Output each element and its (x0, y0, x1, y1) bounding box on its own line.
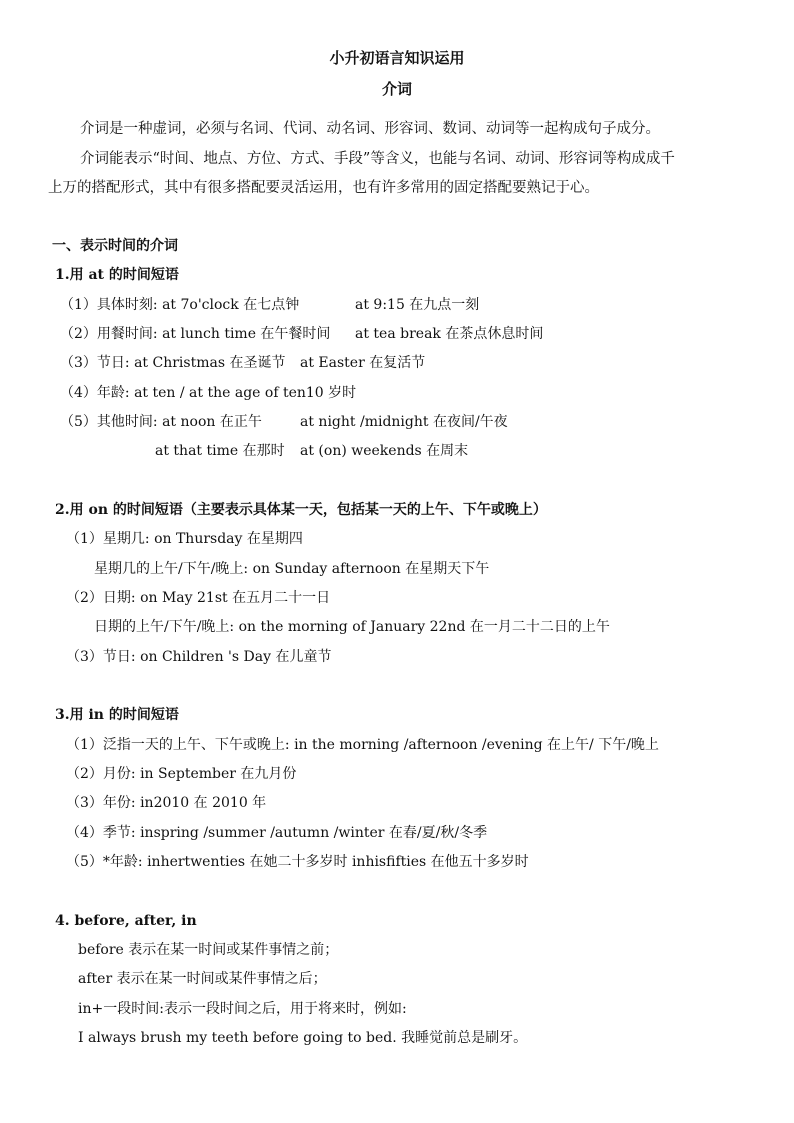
at-item-2-left: （2）用餐时间: at lunch time 在午餐时间 (60, 326, 331, 342)
on-item-1: （1）星期几: on Thursday 在星期四 (66, 531, 303, 547)
at-item-5-left: （5）其他时间: at noon 在正午 (60, 414, 262, 430)
at-item-4: （4）年龄: at ten / at the age of ten10 岁时 (60, 385, 357, 401)
at-item-3-left: （3）节日: at Christmas 在圣诞节 (60, 355, 286, 371)
in-item-5: （5）*年龄: inhertwenties 在她二十多岁时 inhisfifties 在他五十多岁时 (66, 854, 529, 870)
before-after-example: I always brush my teeth before going to bed. 我睡觉前总是刷牙。 (78, 1030, 528, 1046)
before-after-line-1: before 表示在某一时间或某件事情之前； (78, 942, 339, 958)
at-item-2-right: at tea break 在茶点休息时间 (355, 326, 544, 342)
intro-paragraph-1: 介词是一种虚词，必须与名词、代词、动名词、形容词、数词、动词等一起构成句子成分。 (80, 121, 660, 137)
on-item-2: （2）日期: on May 21st 在五月二十一日 (66, 590, 331, 606)
on-item-3: （3）节日: on Children 's Day 在儿童节 (66, 649, 332, 665)
at-item-1-right: at 9:15 在九点一刻 (355, 297, 480, 313)
subsection-heading-before-after-in: 4. before, after, in (55, 913, 197, 929)
at-item-1-left: （1）具体时刻: at 7o'clock 在七点钟 (60, 297, 300, 313)
before-after-line-2: after 表示在某一时间或某件事情之后； (78, 971, 327, 987)
before-after-line-3: in+一段时间:表示一段时间之后，用于将来时，例如: (78, 1001, 407, 1017)
subsection-heading-at: 1.用 at 的时间短语 (55, 267, 179, 283)
document-title: 小升初语言知识运用 (329, 49, 465, 67)
subsection-heading-in: 3.用 in 的时间短语 (55, 707, 179, 723)
at-item-5-cont-right: at (on) weekends 在周末 (300, 443, 469, 459)
at-item-5-right: at night /midnight 在夜间/午夜 (300, 414, 508, 430)
section-heading-time: 一、表示时间的介词 (52, 238, 178, 254)
in-item-3: （3）年份: in2010 在 2010 年 (66, 795, 267, 811)
at-item-5-cont-left: at that time 在那时 (155, 443, 285, 459)
in-item-1: （1）泛指一天的上午、下午或晚上: in the morning /afternoon /evening 在上午/ 下午/晚上 (66, 737, 659, 753)
on-item-2-sub: 日期的上午/下午/晚上: on the morning of January 22nd 在一月二十二日的上午 (94, 619, 610, 635)
document-subtitle: 介词 (381, 80, 412, 98)
in-item-2: （2）月份: in September 在九月份 (66, 766, 297, 782)
at-item-3-right: at Easter 在复活节 (300, 355, 426, 371)
on-item-1-sub: 星期几的上午/下午/晚上: on Sunday afternoon 在星期天下午 (94, 561, 490, 577)
intro-paragraph-2-line-1: 介词能表示“时间、地点、方位、方式、手段”等含义，也能与名词、动词、形容词等构成成千 (80, 151, 675, 167)
intro-paragraph-2-line-2: 上万的搭配形式，其中有很多搭配要灵活运用，也有许多常用的固定搭配要熟记于心。 (48, 180, 599, 196)
in-item-4: （4）季节: inspring /summer /autumn /winter 在春/夏/秋/冬季 (66, 825, 488, 841)
subsection-heading-on: 2.用 on 的时间短语（主要表示具体某一天，包括某一天的上午、下午或晚上） (55, 502, 547, 518)
